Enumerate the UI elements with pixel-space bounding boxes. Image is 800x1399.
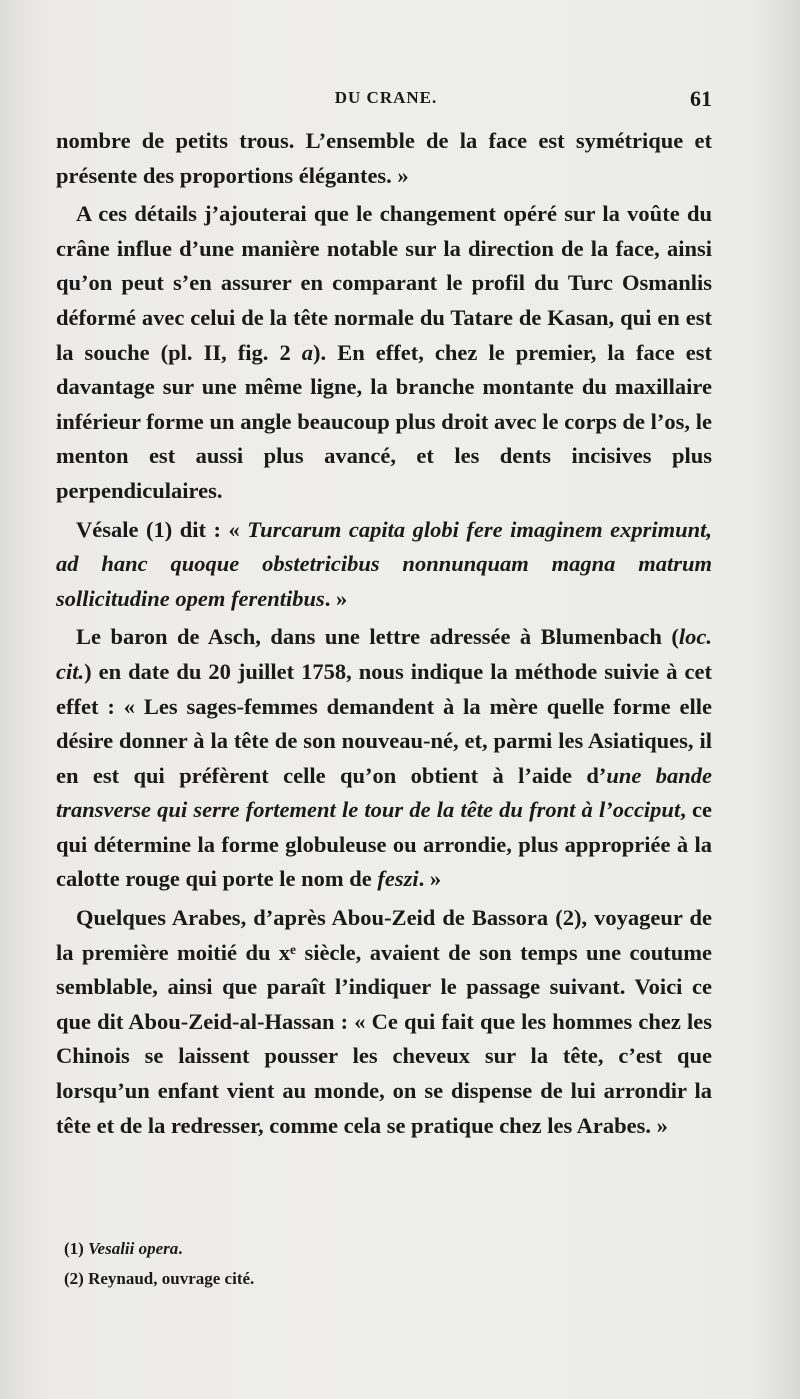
text-run: . — [178, 1239, 183, 1258]
page-number: 61 — [690, 86, 712, 111]
text-run: Quelques Arabes, d’après Abou-Zeid de Bassora (2), voyageur de la première moitié du xᵉ siècle, avaient de son temps une coutume semblable, ainsi que paraît l’indiquer le passage suivant. Voici ce que dit Abou-Zeid-al-Hassan : « Ce qui fait que les hommes chez les Chinois se laissent pousser les cheveux sur la tête, c’est que lorsqu’un enfant vient au monde, on se dispense de lui arrondir la tête et de la redresser, comme cela se pratique chez les Arabes. » — [56, 905, 712, 1138]
running-title: DU CRANE. — [334, 88, 438, 107]
text-run: . » — [324, 585, 348, 611]
paragraph — [56, 901, 712, 1143]
footnotes — [64, 1234, 704, 1294]
text-run: ) en date du 20 juillet 1758, nous indique la méthode suivie à cet effet : « Les sages-femmes demandent à la mère quelle forme elle désire donner à la tête de son nouveau-né, et, parmi les Asiatiques, il en est qui préfèrent celle qu’on obtient à l’aide d’ — [56, 658, 712, 788]
text-run: . » — [418, 866, 442, 892]
text-run: ). En effet, chez le premier, la face est davantage sur une même ligne, la branche montante du maxillaire inférieur forme un angle beaucoup plus droit avec le corps de l’os, le menton est aussi plus avancé, et les dents incisives plus perpendiculaires. — [56, 339, 712, 503]
page-header — [60, 86, 712, 116]
text-run: Vésale (1) dit : « — [76, 516, 248, 542]
text-run: Le baron de Asch, dans une lettre adressée à Blumenbach ( — [76, 624, 679, 650]
italic-text: feszi — [377, 866, 419, 892]
italic-text: une bande transverse qui serre fortement le tour de la tête du front à l’occiput — [56, 762, 712, 823]
paragraph — [56, 197, 712, 508]
footnote-mark: (1) — [64, 1239, 84, 1258]
paragraph — [56, 620, 712, 897]
paragraph — [56, 124, 712, 193]
body-text — [56, 124, 712, 1143]
italic-text: Vesalii opera — [88, 1239, 179, 1258]
italic-text: a — [301, 339, 314, 365]
footnote — [64, 1264, 704, 1294]
italic-text: Turcarum capita globi fere imaginem exprimunt, ad hanc quoque obstetricibus nonnunquam magna matrum sollicitudine opem ferentibus — [56, 516, 712, 611]
footnote — [64, 1234, 704, 1264]
text-run: nombre de petits trous. L’ensemble de la face est symétrique et présente des proportions élégantes. » — [56, 128, 712, 188]
paragraph — [56, 513, 712, 617]
text-run: , ce qui détermine la forme globuleuse ou arrondie, plus appropriée à la calotte rouge qui porte le nom de — [56, 797, 712, 892]
footnote-mark: (2) — [64, 1269, 84, 1288]
text-run: Reynaud, ouvrage cité. — [88, 1269, 255, 1288]
text-run: A ces détails j’ajouterai que le changement opéré sur la voûte du crâne influe d’une manière notable sur la direction de la face, ainsi qu’on peut s’en assurer en comparant le profil du Turc Osmanlis déformé avec celui de la tête normale du Tatare de Kasan, qui en est la souche (pl. II, fig. 2 — [56, 201, 712, 365]
italic-text: loc. cit. — [56, 624, 712, 684]
